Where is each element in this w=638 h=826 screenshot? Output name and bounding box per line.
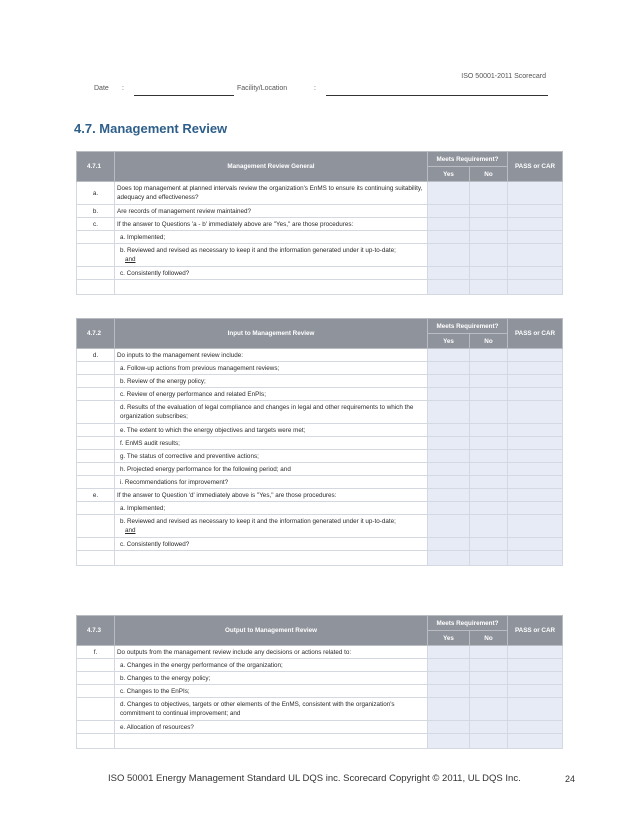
blank-row <box>77 734 563 749</box>
table-row <box>77 672 563 685</box>
question-text <box>115 349 428 362</box>
question-text <box>115 659 428 672</box>
table-row <box>77 489 563 502</box>
table-row <box>77 182 563 205</box>
table-row <box>77 244 563 267</box>
table-row <box>77 685 563 698</box>
pass-or-car-cell[interactable] <box>508 659 563 672</box>
table-row <box>77 659 563 672</box>
meets-requirement-header: Meets Requirement? <box>428 616 508 631</box>
blank-cell <box>115 734 428 749</box>
blank-cell <box>77 734 115 749</box>
no-checkbox-cell[interactable] <box>470 502 508 515</box>
yes-checkbox-cell[interactable] <box>428 424 470 437</box>
no-checkbox-cell[interactable] <box>470 388 508 401</box>
table-header-row <box>77 616 563 631</box>
table-header-row <box>77 319 563 334</box>
question-letter <box>77 538 115 551</box>
no-checkbox-cell[interactable] <box>470 205 508 218</box>
yes-checkbox-cell[interactable] <box>428 267 470 280</box>
question-letter <box>77 672 115 685</box>
yes-checkbox-cell[interactable] <box>428 646 470 659</box>
pass-or-car-cell[interactable] <box>508 489 563 502</box>
question-text <box>115 182 428 205</box>
table-row <box>77 388 563 401</box>
pass-or-car-header: PASS or CAR <box>508 152 563 182</box>
no-checkbox-cell[interactable] <box>470 362 508 375</box>
meets-requirement-header: Meets Requirement? <box>428 152 508 167</box>
question-text <box>115 437 428 450</box>
question-letter <box>77 401 115 424</box>
scorecard-table-4-7-3 <box>76 615 563 749</box>
table-row <box>77 231 563 244</box>
scorecard-table-4-7-1 <box>76 151 563 295</box>
yes-checkbox-cell[interactable] <box>428 205 470 218</box>
pass-or-car-cell[interactable] <box>508 182 563 205</box>
question-letter <box>77 659 115 672</box>
question-letter: b. <box>77 205 115 218</box>
pass-or-car-cell[interactable] <box>508 450 563 463</box>
blank-cell <box>428 734 470 749</box>
yes-checkbox-cell[interactable] <box>428 659 470 672</box>
no-checkbox-cell[interactable] <box>470 450 508 463</box>
section-title: 4.7. Management Review <box>74 121 228 136</box>
no-checkbox-cell[interactable] <box>470 685 508 698</box>
no-checkbox-cell[interactable] <box>470 698 508 721</box>
question-text <box>115 267 428 280</box>
yes-checkbox-cell[interactable] <box>428 388 470 401</box>
table-title: Input to Management Review <box>115 319 428 349</box>
pass-or-car-cell[interactable] <box>508 244 563 267</box>
question-text-label: d. Changes to objectives, targets or other elements of the EnMS, consistent with the organization's commitment to continual improvement; and <box>120 701 395 717</box>
no-checkbox-cell[interactable] <box>470 538 508 551</box>
no-checkbox-cell[interactable] <box>470 182 508 205</box>
question-text-label: If the answer to Questions 'a - b' immediately above are "Yes," are those procedures: <box>117 220 354 228</box>
pass-or-car-cell[interactable] <box>508 463 563 476</box>
table-row <box>77 698 563 721</box>
question-letter <box>77 515 115 538</box>
no-header: No <box>470 334 508 349</box>
question-text-label: If the answer to Question 'd' immediately above is "Yes," are those procedures: <box>117 491 337 499</box>
section-number: 4.7.2 <box>77 319 115 349</box>
blank-row <box>77 280 563 295</box>
question-text-label: b. Changes to the energy policy; <box>120 674 211 682</box>
pass-or-car-cell[interactable] <box>508 476 563 489</box>
question-text-label: c. Changes to the EnPIs; <box>120 687 190 695</box>
yes-checkbox-cell[interactable] <box>428 489 470 502</box>
table-row <box>77 218 563 231</box>
question-letter <box>77 476 115 489</box>
pass-or-car-cell[interactable] <box>508 401 563 424</box>
pass-or-car-cell[interactable] <box>508 685 563 698</box>
question-text <box>115 450 428 463</box>
no-checkbox-cell[interactable] <box>470 476 508 489</box>
table-title: Management Review General <box>115 152 428 182</box>
no-checkbox-cell[interactable] <box>470 489 508 502</box>
question-text <box>115 424 428 437</box>
question-letter <box>77 450 115 463</box>
question-letter <box>77 721 115 734</box>
question-letter <box>77 244 115 267</box>
no-checkbox-cell[interactable] <box>470 231 508 244</box>
yes-checkbox-cell[interactable] <box>428 698 470 721</box>
question-text <box>115 244 428 267</box>
facility-field[interactable] <box>326 95 548 96</box>
no-checkbox-cell[interactable] <box>470 721 508 734</box>
question-text <box>115 502 428 515</box>
yes-checkbox-cell[interactable] <box>428 463 470 476</box>
question-text-label: Do outputs from the management review include any decisions or actions related to: <box>117 648 352 656</box>
question-text <box>115 362 428 375</box>
question-letter <box>77 388 115 401</box>
question-text-label: e. The extent to which the energy objectives and targets were met; <box>120 426 306 434</box>
no-checkbox-cell[interactable] <box>470 646 508 659</box>
pass-or-car-cell[interactable] <box>508 205 563 218</box>
yes-header: Yes <box>428 631 470 646</box>
question-text <box>115 218 428 231</box>
question-letter: a. <box>77 182 115 205</box>
table-row <box>77 349 563 362</box>
yes-checkbox-cell[interactable] <box>428 450 470 463</box>
pass-or-car-header: PASS or CAR <box>508 616 563 646</box>
question-letter: f. <box>77 646 115 659</box>
question-text <box>115 721 428 734</box>
pass-or-car-cell[interactable] <box>508 218 563 231</box>
blank-cell <box>428 280 470 295</box>
no-checkbox-cell[interactable] <box>470 244 508 267</box>
pass-or-car-cell[interactable] <box>508 515 563 538</box>
table-row <box>77 538 563 551</box>
question-letter <box>77 424 115 437</box>
blank-cell <box>115 280 428 295</box>
yes-checkbox-cell[interactable] <box>428 437 470 450</box>
table-row <box>77 450 563 463</box>
question-text <box>115 401 428 424</box>
question-text-label: c. Consistently followed? <box>120 540 190 548</box>
blank-cell <box>428 551 470 566</box>
question-text-suffix: and <box>125 527 136 534</box>
table-row <box>77 502 563 515</box>
question-text-label: Do inputs to the management review include: <box>117 351 244 359</box>
table-row <box>77 515 563 538</box>
table-row <box>77 375 563 388</box>
pass-or-car-cell[interactable] <box>508 672 563 685</box>
question-text-suffix: and <box>125 256 136 263</box>
question-text-label: h. Projected energy performance for the following period; and <box>120 465 291 473</box>
no-checkbox-cell[interactable] <box>470 267 508 280</box>
no-header: No <box>470 631 508 646</box>
question-text <box>115 463 428 476</box>
yes-checkbox-cell[interactable] <box>428 401 470 424</box>
yes-checkbox-cell[interactable] <box>428 721 470 734</box>
pass-or-car-cell[interactable] <box>508 502 563 515</box>
question-letter <box>77 267 115 280</box>
question-letter <box>77 502 115 515</box>
table-row <box>77 721 563 734</box>
no-checkbox-cell[interactable] <box>470 218 508 231</box>
pass-or-car-cell[interactable] <box>508 375 563 388</box>
question-letter <box>77 362 115 375</box>
page-number: 24 <box>565 774 576 784</box>
pass-or-car-cell[interactable] <box>508 424 563 437</box>
table-title: Output to Management Review <box>115 616 428 646</box>
yes-header: Yes <box>428 334 470 349</box>
yes-checkbox-cell[interactable] <box>428 538 470 551</box>
no-header: No <box>470 167 508 182</box>
yes-checkbox-cell[interactable] <box>428 502 470 515</box>
yes-checkbox-cell[interactable] <box>428 672 470 685</box>
pass-or-car-cell[interactable] <box>508 721 563 734</box>
facility-colon: : <box>314 85 316 92</box>
question-letter <box>77 437 115 450</box>
question-letter: d. <box>77 349 115 362</box>
question-text-label: Does top management at planned intervals review the organization's EnMS to ensure its continuing suitability, adequacy and effectiveness? <box>117 185 423 201</box>
table-row <box>77 267 563 280</box>
question-text <box>115 231 428 244</box>
question-text-label: b. Reviewed and revised as necessary to keep it and the information generated under it up-to-date; <box>120 518 396 525</box>
no-checkbox-cell[interactable] <box>470 424 508 437</box>
yes-checkbox-cell[interactable] <box>428 231 470 244</box>
question-text <box>115 646 428 659</box>
yes-checkbox-cell[interactable] <box>428 515 470 538</box>
pass-or-car-cell[interactable] <box>508 349 563 362</box>
question-text <box>115 489 428 502</box>
table-row <box>77 362 563 375</box>
no-checkbox-cell[interactable] <box>470 375 508 388</box>
footer-copyright: ISO 50001 Energy Management Standard UL DQS inc. Scorecard Copyright © 2011, UL DQS Inc. <box>108 773 521 784</box>
yes-checkbox-cell[interactable] <box>428 685 470 698</box>
yes-header: Yes <box>428 167 470 182</box>
date-facility-line <box>92 85 548 97</box>
blank-cell <box>77 280 115 295</box>
scorecard-title: ISO 50001-2011 Scorecard <box>461 73 546 80</box>
meets-requirement-header: Meets Requirement? <box>428 319 508 334</box>
question-text-label: b. Reviewed and revised as necessary to keep it and the information generated under it up-to-date; <box>120 247 396 254</box>
question-text <box>115 538 428 551</box>
yes-checkbox-cell[interactable] <box>428 218 470 231</box>
question-text-label: a. Implemented; <box>120 504 166 512</box>
question-letter <box>77 231 115 244</box>
table-row <box>77 205 563 218</box>
date-colon: : <box>122 85 124 92</box>
pass-or-car-cell[interactable] <box>508 538 563 551</box>
question-text-label: a. Follow-up actions from previous management reviews; <box>120 364 280 372</box>
yes-checkbox-cell[interactable] <box>428 375 470 388</box>
no-checkbox-cell[interactable] <box>470 437 508 450</box>
table-row <box>77 437 563 450</box>
blank-cell <box>508 280 563 295</box>
blank-row <box>77 551 563 566</box>
question-text-label: c. Review of energy performance and related EnPIs; <box>120 390 266 398</box>
pass-or-car-cell[interactable] <box>508 362 563 375</box>
question-text <box>115 476 428 489</box>
yes-checkbox-cell[interactable] <box>428 244 470 267</box>
pass-or-car-cell[interactable] <box>508 698 563 721</box>
yes-checkbox-cell[interactable] <box>428 362 470 375</box>
blank-cell <box>77 551 115 566</box>
question-text-label: Are records of management review maintained? <box>117 207 252 215</box>
no-checkbox-cell[interactable] <box>470 659 508 672</box>
pass-or-car-cell[interactable] <box>508 267 563 280</box>
question-letter <box>77 698 115 721</box>
question-text <box>115 205 428 218</box>
blank-cell <box>470 551 508 566</box>
table-row <box>77 476 563 489</box>
question-letter <box>77 685 115 698</box>
question-text-label: f. EnMS audit results; <box>120 439 180 447</box>
pass-or-car-cell[interactable] <box>508 388 563 401</box>
facility-label: Facility/Location <box>237 85 288 92</box>
scorecard-table-4-7-2 <box>76 318 563 566</box>
pass-or-car-cell[interactable] <box>508 437 563 450</box>
question-text-label: a. Implemented; <box>120 233 166 241</box>
yes-checkbox-cell[interactable] <box>428 349 470 362</box>
section-number: 4.7.3 <box>77 616 115 646</box>
question-text-label: e. Allocation of resources? <box>120 723 194 731</box>
no-checkbox-cell[interactable] <box>470 349 508 362</box>
question-letter <box>77 463 115 476</box>
no-checkbox-cell[interactable] <box>470 463 508 476</box>
table-row <box>77 424 563 437</box>
table-row <box>77 463 563 476</box>
question-text <box>115 375 428 388</box>
date-label: Date <box>94 85 109 92</box>
yes-checkbox-cell[interactable] <box>428 476 470 489</box>
question-text-label: g. The status of corrective and preventive actions; <box>120 452 259 460</box>
section-number: 4.7.1 <box>77 152 115 182</box>
blank-cell <box>470 734 508 749</box>
question-text <box>115 672 428 685</box>
yes-checkbox-cell[interactable] <box>428 182 470 205</box>
question-letter <box>77 375 115 388</box>
blank-cell <box>508 551 563 566</box>
table-row <box>77 401 563 424</box>
blank-cell <box>470 280 508 295</box>
question-text <box>115 685 428 698</box>
question-text-label: b. Review of the energy policy; <box>120 377 206 385</box>
question-text-label: i. Recommendations for improvement? <box>120 478 229 486</box>
question-text <box>115 515 428 538</box>
question-text <box>115 698 428 721</box>
question-letter: e. <box>77 489 115 502</box>
pass-or-car-cell[interactable] <box>508 646 563 659</box>
table-header-row <box>77 152 563 167</box>
blank-cell <box>508 734 563 749</box>
question-text-label: d. Results of the evaluation of legal compliance and changes in legal and other requirements to which the organization subscribes; <box>120 404 414 420</box>
no-checkbox-cell[interactable] <box>470 672 508 685</box>
question-text <box>115 388 428 401</box>
pass-or-car-cell[interactable] <box>508 231 563 244</box>
pass-or-car-header: PASS or CAR <box>508 319 563 349</box>
question-text-label: c. Consistently followed? <box>120 269 190 277</box>
no-checkbox-cell[interactable] <box>470 515 508 538</box>
question-text-label: a. Changes in the energy performance of the organization; <box>120 661 283 669</box>
date-field[interactable] <box>134 95 234 96</box>
question-letter: c. <box>77 218 115 231</box>
no-checkbox-cell[interactable] <box>470 401 508 424</box>
blank-cell <box>115 551 428 566</box>
table-row <box>77 646 563 659</box>
